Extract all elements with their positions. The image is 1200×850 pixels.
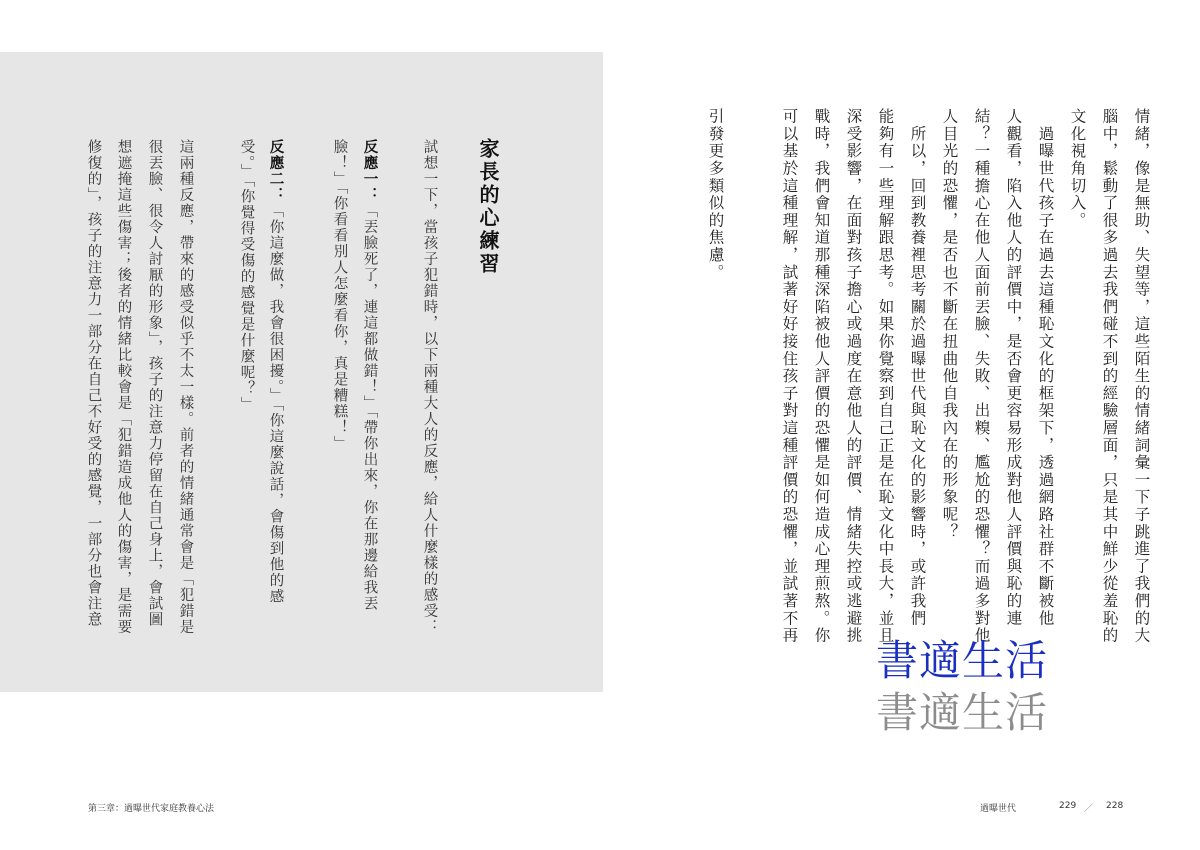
body-column: 情緒，像是無助、失望等，這些陌生的情緒詞彙一下子跳進了我們的大	[1132, 108, 1151, 645]
body-column: 所以，回到教養裡思考關於過曝世代與恥文化的影響時，或許我們	[908, 108, 927, 627]
sidebar-column	[116, 139, 131, 635]
column-text: 「你這麼做，我會很困擾。」「你這麼說話，會傷到他的感	[267, 203, 284, 605]
column-text: 修復的」，孩子的注意力一部分在自己不好受的感覺，一部分也會注意	[85, 139, 102, 628]
column-text: 這兩種反應，帶來的感受似乎不太一樣。前者的情緒通常會是「犯錯是	[177, 139, 194, 635]
column-text: 「丟臉死了，連這都做錯！」「帶你出來，你在那邊給我丟	[361, 203, 378, 612]
reaction-two-label: 反應二：	[267, 139, 284, 203]
footer-book-title: 過曝世代	[980, 804, 1017, 814]
column-text: 試想一下，當孩子犯錯時，以下兩種大人的反應，給人什麼樣的感受：	[421, 139, 438, 635]
sidebar-column	[268, 139, 283, 605]
sidebar-column	[86, 139, 101, 628]
body-column: 能夠有一些理解跟思考。如果你覺察到自己正是在恥文化中長大，並且	[876, 108, 895, 645]
sidebar-column	[422, 139, 437, 635]
page-number: 228	[1106, 801, 1124, 811]
sidebar-heading: 家長的心練習	[476, 138, 500, 276]
sidebar-column	[362, 139, 377, 612]
sidebar-column	[147, 139, 162, 628]
body-column: 過曝世代孩子在過去這種恥文化的框架下，透過網路社群不斷被他	[1036, 108, 1055, 627]
page-number: 229	[1059, 801, 1077, 811]
column-text: 想遮掩這些傷害；後者的情緒比較會是「犯錯造成他人的傷害，是需要	[115, 139, 132, 635]
column-text: 臉！」「你看看別人怎麼看你，真是糟糕！」	[331, 139, 348, 452]
body-column: 深受影響，在面對孩子擔心或過度在意他人的評價、情緒失控或逃避挑	[844, 108, 863, 645]
footer-chapter-title: 第三章：過曝世代家庭教養心法	[88, 804, 215, 814]
body-column: 人觀看，陷入他人的評價中，是否會更容易形成對他人評價與恥的連	[1004, 108, 1023, 627]
column-text: 很丟臉、很令人討厭的形象」，孩子的注意力停留在自己身上，會試圖	[146, 139, 163, 628]
sidebar-column	[239, 139, 254, 413]
body-column: 腦中，鬆動了很多過去我們碰不到的經驗層面，只是其中鮮少從羞恥的	[1100, 108, 1119, 645]
reaction-one-label: 反應一：	[361, 139, 378, 203]
body-column: 文化視角切入。	[1068, 108, 1087, 230]
body-column: 人目光的恐懼，是否也不斷在扭曲他自我內在的形象呢？	[940, 108, 959, 541]
sidebar-column	[332, 139, 347, 452]
watermark-logo-blue: 書適生活	[876, 636, 1049, 685]
body-column: 戰時，我們會知道那種深陷被他人評價的恐懼是如何造成心理煎熬。你	[812, 108, 831, 645]
watermark-logo-gray: 書適生活	[876, 688, 1049, 737]
column-text: 受。」「你覺得受傷的感覺是什麼呢？」	[238, 139, 255, 413]
page-separator: ／	[1084, 804, 1094, 814]
sidebar-column	[178, 139, 193, 635]
body-column: 可以基於這種理解，試著好好接住孩子對這種評價的恐懼，並試著不再	[780, 108, 799, 645]
body-column: 引發更多類似的焦慮。	[706, 108, 725, 281]
body-column: 結？一種擔心在他人面前丟臉、失敗、出糗、尷尬的恐懼？而過多對他	[972, 108, 991, 645]
